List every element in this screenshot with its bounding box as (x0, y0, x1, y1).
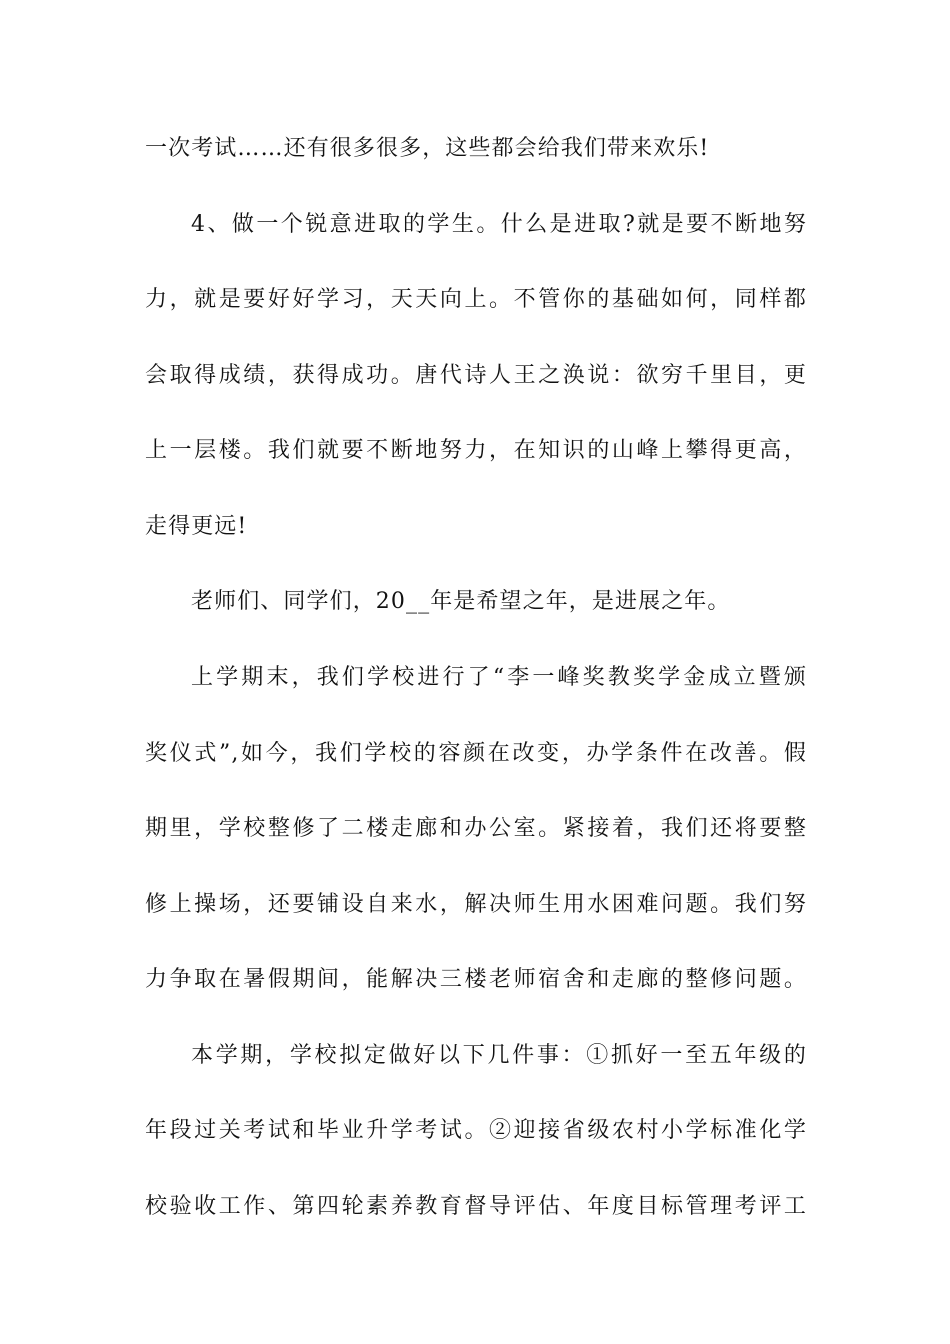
text-line: 力争取在暑假期间，能解决三楼老师宿舍和走廊的整修问题。 (145, 967, 807, 992)
text-line: 一次考试……还有很多很多，这些都会给我们带来欢乐! (145, 136, 710, 161)
text-line: 力，就是要好好学习，天天向上。不管你的基础如何，同样都 (145, 287, 807, 312)
text-line: 走得更远! (145, 514, 248, 539)
text-line: 4、做一个锐意进取的学生。什么是进取?就是要不断地努 (191, 212, 807, 237)
text-line: 奖仪式”,如今，我们学校的容颜在改变，办学条件在改善。假 (145, 741, 807, 766)
text-line: 上一层楼。我们就要不断地努力，在知识的山峰上攀得更高， (145, 438, 807, 463)
text-line: 期里，学校整修了二楼走廊和办公室。紧接着，我们还将要整 (145, 816, 807, 841)
text-line: 本学期，学校拟定做好以下几件事：①抓好一至五年级的 (191, 1043, 807, 1068)
text-line: 会取得成绩，获得成功。唐代诗人王之涣说：欲穷千里目，更 (145, 363, 807, 388)
text-line: 老师们、同学们，20__年是希望之年，是进展之年。 (191, 589, 731, 614)
text-line: 年段过关考试和毕业升学考试。②迎接省级农村小学标准化学 (145, 1118, 807, 1143)
text-line: 修上操场，还要铺设自来水，解决师生用水困难问题。我们努 (145, 892, 807, 917)
text-line: 校验收工作、第四轮素养教育督导评估、年度目标管理考评工 (145, 1194, 807, 1219)
text-line: 上学期末，我们学校进行了“李一峰奖教奖学金成立暨颁 (191, 665, 807, 690)
